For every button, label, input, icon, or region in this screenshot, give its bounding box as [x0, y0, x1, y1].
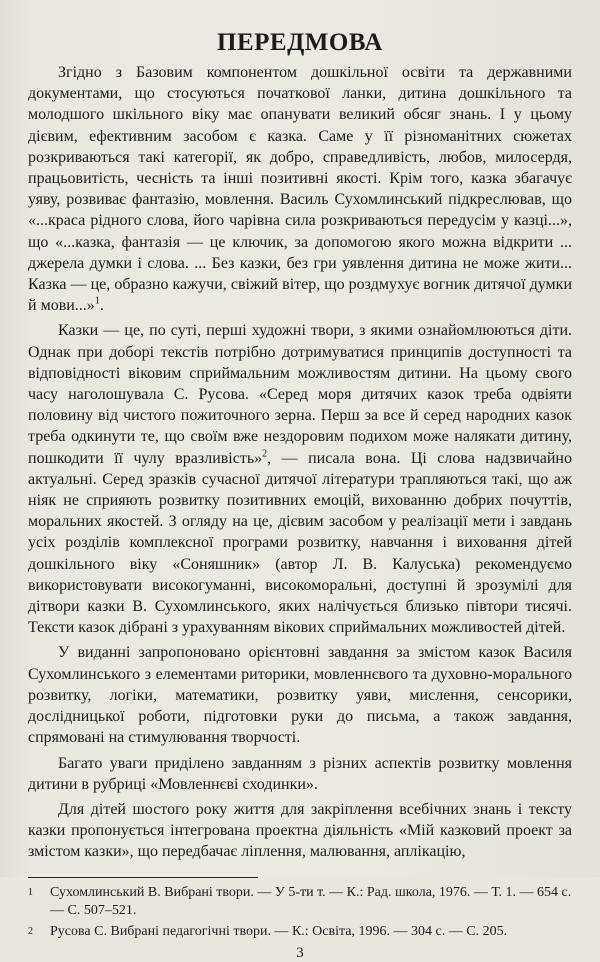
- paragraph-5: Для дітей шостого року життя для закріплення всебічних знань і тексту казки пропонується інтегрована проектна діяльність «Мій казковий проект за змістом казки», що передбачає ліплення, малювання, аплікацію,: [28, 800, 572, 861]
- page-number: 3: [296, 944, 304, 961]
- footnote-ref-2: 2: [262, 448, 268, 460]
- page-title: ПЕРЕДМОВА: [217, 29, 383, 56]
- footnote-text: Русова С. Вибрані педагогічні твори. — К.: Освіта, 1996. — 304 с. — С. 205.: [50, 923, 508, 939]
- footnotes: [28, 884, 572, 941]
- footnote-2: [28, 923, 572, 941]
- paragraph-3: У виданні запропоновано орієнтовні завдання за змістом казок Василя Сухомлинського з елементами риторики, мовленнєвого та духовно-морального розвитку, логіки, математики, розвитку уяви, мислення, сенсорики, дослідницької роботи, підготовки руки до письма, а також завдання, спрямовані на стимулювання творчості.: [28, 644, 572, 747]
- footnote-number: 2: [28, 925, 33, 937]
- paragraph-4: Багато уваги приділено завданням з різних аспектів розвитку мовлення дитини в рубриці «Мовленнєві сходинки».: [28, 754, 572, 793]
- footnote-1: [28, 884, 572, 920]
- paragraph-1: Згідно з Базовим компонентом дошкільної освіти та державними документами, що стосуються початкової ланки, дитина дошкільного та молодшого шкільного віку має опанувати великий обсяг знань. І у цьому дієвим, ефективним засобом є казка. Саме у її різноманітних сюжетах розкриваються такі категорії, як добро, справедливість, любов, милосердя, працьовитість, чесність та інші позитивні якості. Крім того, казка збагачує уяву, розвиває фантазію, мовлення. Василь Сухомлинський підкреслював, що «...краса рідного слова, його чарівна сила розкриваються передусім у казці...», що «...казка, фантазія — це ключик, за допомогою якого можна відкрити ... джерела думки і слова. ... Без казки, без гри уявлення дитина не може жити... Казка — це, образно кажучи, свіжий вітер, що роздмухує вогник дитячої думки й мови...»$^1$.: [28, 64, 572, 315]
- footnote-number: 1: [28, 886, 33, 898]
- footnote-ref-1: 1: [94, 295, 100, 307]
- paragraph-2: Казки — це, по суті, перші художні твори, з якими ознайомлюються діти. Однак при доборі текстів потрібно дотримуватися принципів доступності та відповідності віковим сприймальним можливостям дитини. На цьому свого часу наголошувала С. Русова. «Серед моря дитячих казок треба одвіяти половину від чистого пожиточного зерна. Перш за все й серед народних казок треба одкинути те, що своїм вже нездоровим подихом може налякати дитину, пошкодити її чулу вразливість»$^2$, — писала вона. Ці слова надзвичайно актуальні. Серед зразків сучасної дитячої літератури трапляються такі, що аж ніяк не сприяють розвитку позитивних емоцій, вихованню добрих почуттів, моральних якостей. З огляду на це, дієвим засобом у реалізації мети і завдань усіх розділів комплексної програми розвитку, навчання і виховання дітей дошкільного віку «Соняшник» (автор Л. В. Калуська) рекомендуємо використовувати високогуманні, високоморальні, доступні й зрозумілі для дітвори казки В. Сухомлинського, яких налічується близько півтори тисячі. Тексти казок дібрані з урахуванням вікових сприймальних можливостей дітей.: [28, 322, 572, 637]
- body-text: [28, 62, 572, 863]
- footnote-text: Сухомлинський В. Вибрані твори. — У 5-ти т. — К.: Рад. школа, 1976. — Т. 1. — 654 с. — С. 507–521.: [50, 884, 572, 918]
